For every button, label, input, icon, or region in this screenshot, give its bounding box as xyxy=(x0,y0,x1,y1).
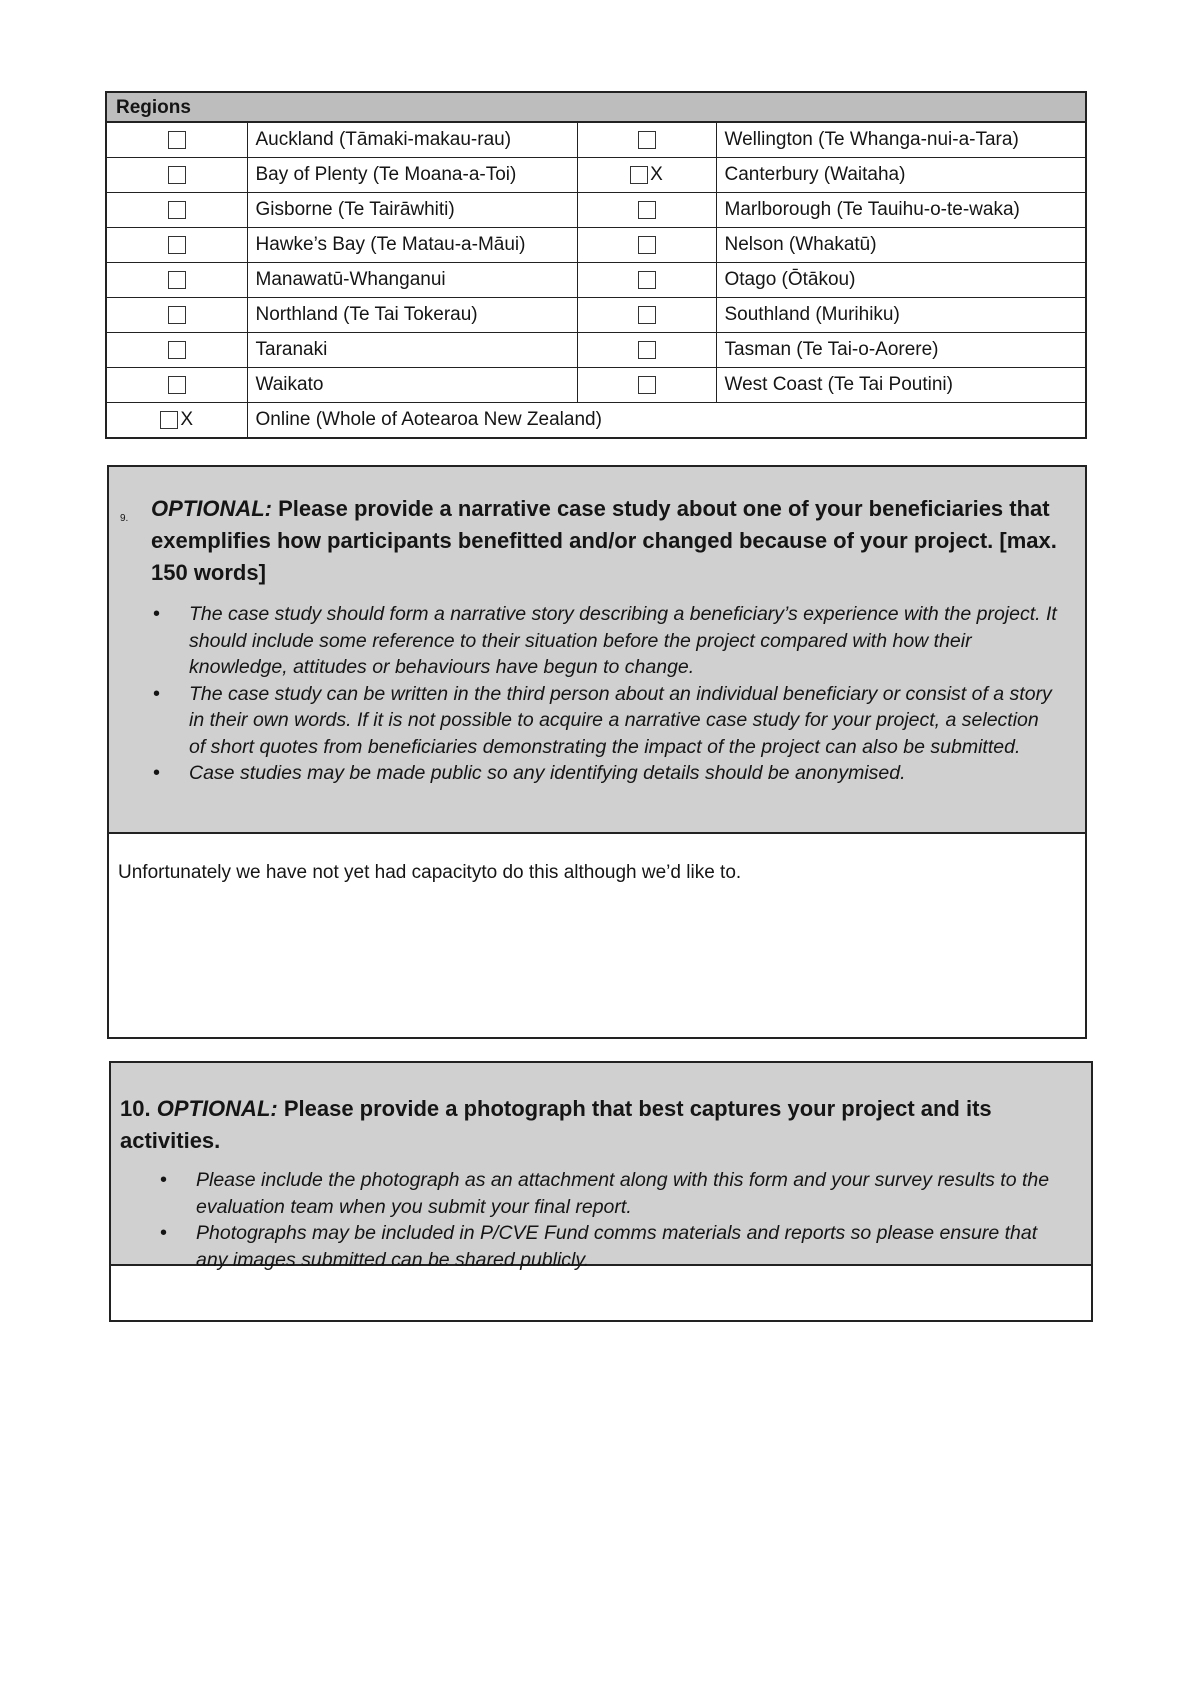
region-label: Marlborough (Te Tauihu-o-te-waka) xyxy=(716,193,1085,228)
region-checkbox-cell xyxy=(577,298,716,333)
region-label: Nelson (Whakatū) xyxy=(716,228,1085,263)
region-checkbox[interactable] xyxy=(168,201,186,219)
region-checkbox[interactable] xyxy=(168,131,186,149)
optional-label: OPTIONAL: xyxy=(156,1096,278,1121)
region-checkbox[interactable] xyxy=(168,341,186,359)
guidance-item: • The case study should form a narrative story describing a beneficiary’s experience with the project. It should include some reference to their situation before the project compared with how their knowledge, attitudes or behaviours have begun to change. xyxy=(189,601,1057,681)
question-9-title-text: Please provide a narrative case study about one of your beneficiaries that exemplifies how participants benefitted and/or changed because of your project. [max. 150 words] xyxy=(151,496,1057,585)
question-10-number: 10. xyxy=(120,1096,151,1121)
region-checkbox[interactable] xyxy=(168,166,186,184)
question-9-title xyxy=(151,493,1057,589)
region-checkbox[interactable] xyxy=(168,271,186,289)
region-row xyxy=(107,123,1085,158)
question-10-title-text: Please provide a photograph that best captures your project and its activities. xyxy=(120,1096,992,1153)
region-row xyxy=(107,158,1085,193)
region-checkbox-cell xyxy=(107,368,247,403)
question-9-answer-field[interactable] xyxy=(109,834,1085,884)
region-label: Tasman (Te Tai-o-Aorere) xyxy=(716,333,1085,368)
region-row xyxy=(107,228,1085,263)
region-checkbox-cell xyxy=(577,368,716,403)
region-label: Online (Whole of Aotearoa New Zealand) xyxy=(247,403,1085,438)
region-label: Gisborne (Te Tairāwhiti) xyxy=(247,193,577,228)
region-checkbox-cell xyxy=(107,158,247,193)
region-label: Auckland (Tāmaki-makau-rau) xyxy=(247,123,577,158)
region-row-online xyxy=(107,403,1085,438)
region-checkbox[interactable] xyxy=(160,411,178,429)
region-checkbox-cell xyxy=(107,123,247,158)
regions-header: Regions xyxy=(107,93,1085,123)
region-row xyxy=(107,298,1085,333)
question-9-guidance-list xyxy=(151,601,1057,787)
region-checkbox[interactable] xyxy=(638,376,656,394)
region-row xyxy=(107,368,1085,403)
checkbox-x-mark: X xyxy=(650,163,663,185)
guidance-item: • The case study can be written in the third person about an individual beneficiary or consist of a story in their own words. If it is not possible to acquire a narrative case study for your project, a selection of short quotes from beneficiaries demonstrating the impact of the project can also be submitted. xyxy=(189,681,1057,761)
region-checkbox[interactable] xyxy=(638,201,656,219)
region-checkbox-cell xyxy=(577,333,716,368)
region-checkbox[interactable] xyxy=(168,306,186,324)
guidance-item: • Case studies may be made public so any identifying details should be anonymised. xyxy=(189,760,1057,787)
region-row xyxy=(107,193,1085,228)
question-10-prompt xyxy=(111,1063,1091,1271)
region-checkbox-cell xyxy=(107,333,247,368)
region-row xyxy=(107,333,1085,368)
region-checkbox[interactable] xyxy=(638,131,656,149)
region-label: Wellington (Te Whanga-nui-a-Tara) xyxy=(716,123,1085,158)
region-checkbox-cell xyxy=(107,298,247,333)
region-checkbox-cell xyxy=(577,263,716,298)
guidance-item: • Photographs may be included in P/CVE Fund comms materials and reports so please ensure that any images submitted can be shared publicly. xyxy=(196,1220,1071,1273)
question-9-number: 9. xyxy=(120,513,129,524)
region-checkbox-cell xyxy=(107,228,247,263)
region-checkbox[interactable] xyxy=(168,236,186,254)
region-checkbox-cell xyxy=(107,403,247,438)
region-label: Hawke’s Bay (Te Matau-a-Māui) xyxy=(247,228,577,263)
region-checkbox[interactable] xyxy=(638,341,656,359)
region-checkbox-cell xyxy=(107,263,247,298)
question-10-section xyxy=(109,1061,1093,1322)
optional-label: OPTIONAL: xyxy=(151,496,272,521)
question-9-answer-text: Unfortunately we have not yet had capacityto do this although we’d like to. xyxy=(118,862,742,883)
checkbox-x-mark: X xyxy=(180,408,194,430)
region-checkbox-cell xyxy=(577,123,716,158)
region-row xyxy=(107,263,1085,298)
region-label: Otago (Ōtākou) xyxy=(716,263,1085,298)
question-10-title xyxy=(120,1093,1071,1157)
question-10-guidance-list xyxy=(120,1167,1071,1273)
region-label: West Coast (Te Tai Poutini) xyxy=(716,368,1085,403)
regions-grid xyxy=(107,123,1085,437)
region-checkbox-cell xyxy=(577,158,716,193)
guidance-item: • Please include the photograph as an attachment along with this form and your survey results to the evaluation team when you submit your final report. xyxy=(196,1167,1071,1220)
question-9-section xyxy=(107,465,1087,1039)
region-label: Taranaki xyxy=(247,333,577,368)
region-checkbox-cell xyxy=(107,193,247,228)
region-checkbox-cell xyxy=(577,193,716,228)
region-label: Southland (Murihiku) xyxy=(716,298,1085,333)
region-label: Northland (Te Tai Tokerau) xyxy=(247,298,577,333)
regions-table xyxy=(105,91,1087,439)
region-checkbox-cell xyxy=(577,228,716,263)
region-label: Canterbury (Waitaha) xyxy=(716,158,1085,193)
question-9-prompt xyxy=(109,467,1085,834)
region-checkbox[interactable] xyxy=(638,271,656,289)
region-label: Waikato xyxy=(247,368,577,403)
region-label: Bay of Plenty (Te Moana-a-Toi) xyxy=(247,158,577,193)
region-checkbox[interactable] xyxy=(630,166,648,184)
region-checkbox[interactable] xyxy=(638,236,656,254)
region-checkbox[interactable] xyxy=(638,306,656,324)
region-checkbox[interactable] xyxy=(168,376,186,394)
region-label: Manawatū-Whanganui xyxy=(247,263,577,298)
